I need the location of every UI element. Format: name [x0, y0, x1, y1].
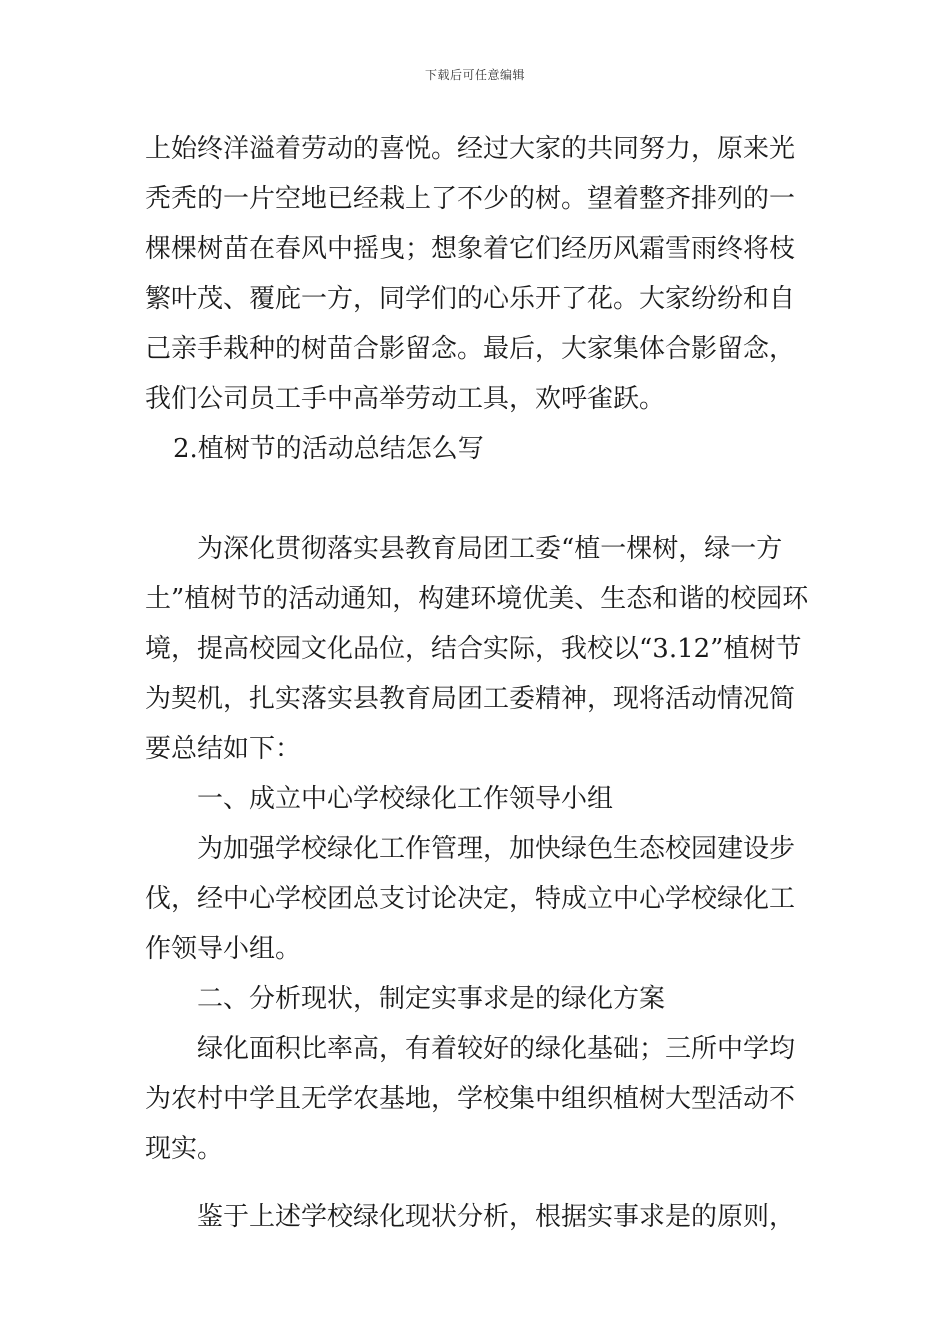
paragraph-continuation: 上始终洋溢着劳动的喜悦。经过大家的共同努力，原来光秃秃的一片空地已经栽上了不少的树。望着整齐排列的一棵棵树苗在春风中摇曳；想象着它们经历风霜雪雨终将枝繁叶茂、覆庇一方，同学们的心乐开了花。大家纷纷和自己亲手栽种的树苗合影留念。最后，大家集体合影留念，我们公司员工手中高举劳动工具，欢呼雀跃。: [145, 134, 796, 414]
blank-line: [145, 474, 810, 524]
paragraph-leadership-group: 为加强学校绿化工作管理，加快绿色生态校园建设步伐，经中心学校团总支讨论决定，特成立中心学校绿化工作领导小组。: [145, 834, 796, 964]
paragraph-analysis: 鉴于上述学校绿化现状分析，根据实事求是的原则，: [197, 1202, 796, 1232]
section-heading-2: 2.植树节的活动总结怎么写: [173, 434, 484, 464]
page-header-note: 下载后可任意编辑: [424, 68, 525, 82]
paragraph-current-status: 绿化面积比率高，有着较好的绿化基础；三所中学均为农村中学且无学农基地，学校集中组织植树大型活动不现实。: [145, 1034, 796, 1164]
paragraph-intro: 为深化贯彻落实县教育局团工委“植一棵树，绿一方土”植树节的活动通知，构建环境优美、生态和谐的校园环境，提高校园文化品位，结合实际，我校以“3.12”植树节为契机，扎实落实县教育局团工委精神，现将活动情况简要总结如下：: [145, 534, 809, 764]
section-heading-one: 一、成立中心学校绿化工作领导小组: [197, 784, 614, 814]
document-body: [145, 124, 810, 1242]
section-heading-two: 二、分析现状，制定实事求是的绿化方案: [197, 984, 666, 1014]
